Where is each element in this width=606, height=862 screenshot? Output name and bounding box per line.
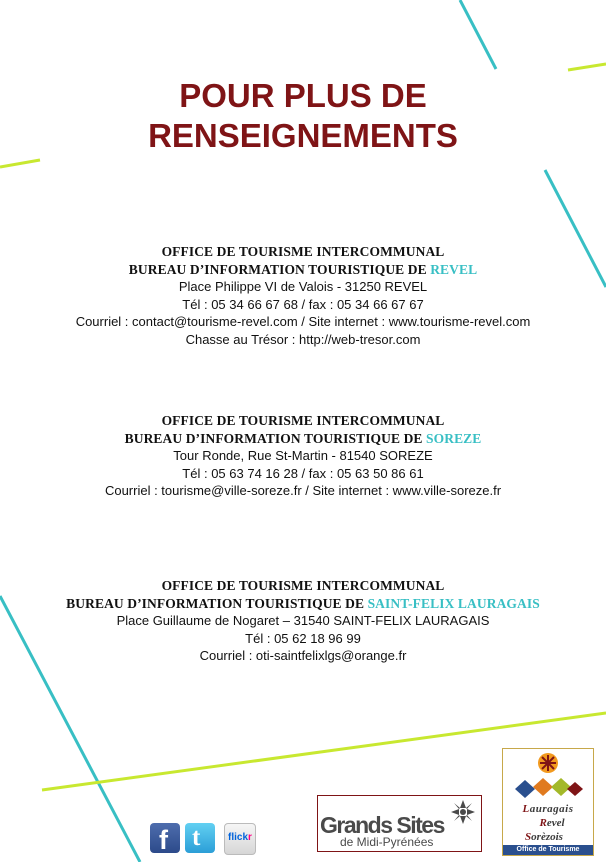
office-email: Courriel : oti-saintfelixlgs@orange.fr xyxy=(199,648,407,663)
office-subheading-prefix: BUREAU D’INFORMATION TOURISTIQUE DE xyxy=(66,595,368,611)
flickr-icon[interactable] xyxy=(224,823,256,855)
green-line-top-right xyxy=(568,64,606,70)
occitan-cross-icon xyxy=(449,798,477,826)
page-title-line-2: RENSEIGNEMENTS xyxy=(148,117,458,154)
ot-logo-line-3-cap: S xyxy=(525,831,532,843)
office-subheading-prefix: BUREAU D’INFORMATION TOURISTIQUE DE xyxy=(128,261,431,277)
office-town: SOREZE xyxy=(426,430,482,446)
office-heading: OFFICE DE TOURISME INTERCOMMUNAL xyxy=(161,244,445,259)
green-line-left xyxy=(0,160,40,167)
office-block-soreze xyxy=(0,412,606,500)
office-treasure-hunt: Chasse au Trésor : http://web-tresor.com xyxy=(185,331,421,347)
flickr-glyph-main: flick xyxy=(228,832,249,843)
facebook-icon[interactable] xyxy=(150,823,180,853)
office-address: Tour Ronde, Rue St-Martin - 81540 SOREZE xyxy=(173,448,433,463)
grands-sites-logo xyxy=(317,795,482,852)
office-subheading xyxy=(0,430,606,448)
office-heading: OFFICE DE TOURISME INTERCOMMUNAL xyxy=(161,578,445,593)
office-subheading xyxy=(0,261,606,279)
office-phone: Tél : 05 62 18 96 99 xyxy=(245,630,361,646)
grands-sites-title: Grands Sites xyxy=(320,812,444,838)
office-subheading xyxy=(0,595,606,613)
office-phone: Tél : 05 34 66 67 68 / fax : 05 34 66 67 67 xyxy=(182,296,424,312)
office-town: REVEL xyxy=(430,261,478,277)
ot-logo-line-2-rest: evel xyxy=(546,817,565,829)
office-address: Place Guillaume de Nogaret – 31540 SAINT-FELIX LAURAGAIS xyxy=(116,613,490,628)
office-town: SAINT-FELIX LAURAGAIS xyxy=(367,595,540,611)
grands-sites-subtitle: de Midi-Pyrénées xyxy=(340,835,434,849)
office-subheading-prefix: BUREAU D’INFORMATION TOURISTIQUE DE xyxy=(124,430,427,446)
facebook-glyph: f xyxy=(159,825,168,855)
ot-logo-emblem xyxy=(503,749,593,805)
office-email-website: Courriel : contact@tourisme-revel.com / Site internet : www.tourisme-revel.com xyxy=(75,314,531,329)
office-block-saint-felix xyxy=(0,577,606,665)
ot-logo-line-1-rest: auragais xyxy=(529,803,574,815)
office-block-revel xyxy=(0,243,606,348)
flickr-glyph xyxy=(228,832,252,843)
ot-logo-line-1-cap: L xyxy=(522,803,530,815)
twitter-icon[interactable] xyxy=(185,823,215,853)
office-de-tourisme-logo xyxy=(502,748,594,856)
office-email-website: Courriel : tourisme@ville-soreze.fr / Site internet : www.ville-soreze.fr xyxy=(104,483,502,498)
ot-logo-line-1 xyxy=(503,803,593,815)
ot-logo-line-2-cap: R xyxy=(539,817,547,829)
teal-line-top xyxy=(460,0,496,69)
office-address: Place Philippe VI de Valois - 31250 REVEL xyxy=(178,279,428,294)
twitter-glyph: t xyxy=(192,824,201,851)
ot-logo-line-3-rest: orèzois xyxy=(531,831,563,843)
ot-logo-banner: Office de Tourisme xyxy=(503,845,593,855)
page-title xyxy=(0,76,606,156)
ot-logo-line-3 xyxy=(502,831,589,843)
office-phone: Tél : 05 63 74 16 28 / fax : 05 63 50 86 61 xyxy=(182,465,424,481)
office-heading: OFFICE DE TOURISME INTERCOMMUNAL xyxy=(161,413,445,428)
page-title-line-1: POUR PLUS DE xyxy=(179,77,427,114)
flickr-glyph-end: r xyxy=(248,832,252,843)
ot-logo-line-2 xyxy=(507,817,594,829)
